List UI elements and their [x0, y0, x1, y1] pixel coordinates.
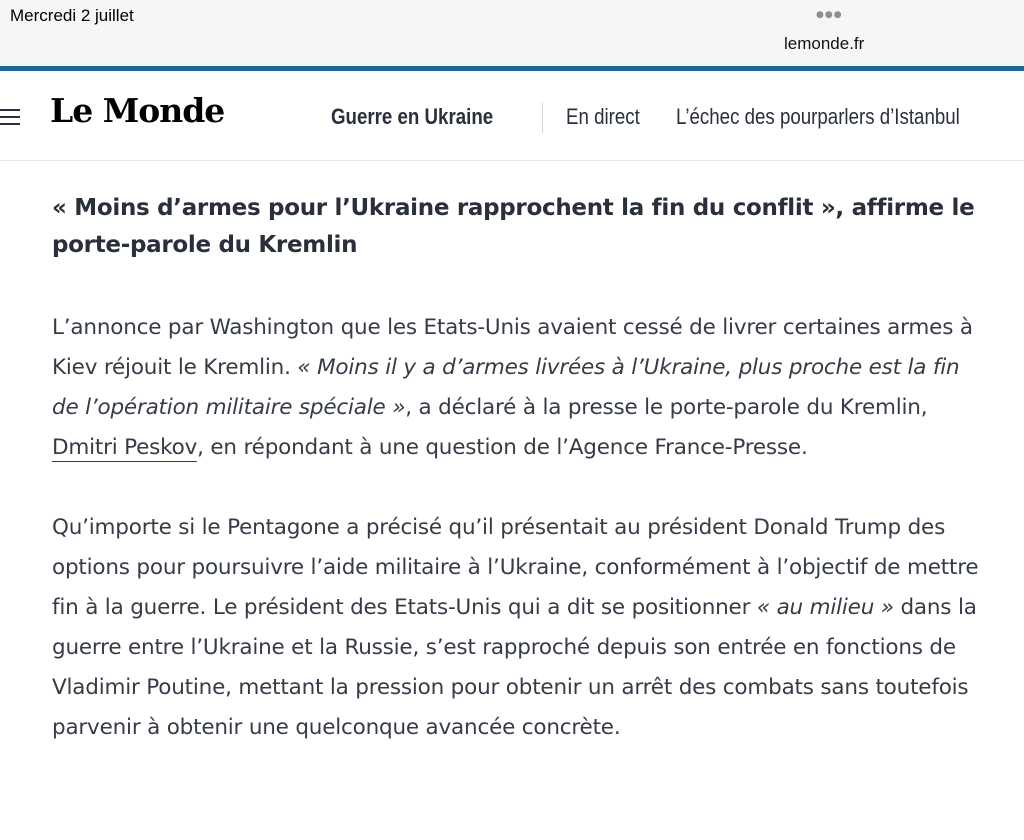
paragraph-2	[52, 508, 987, 748]
paragraph-text: Qu’importe si le Pentagone a précisé qu’il présentait au président Donald Trump des options pour poursuivre l’aide militaire à l’Ukraine, conformément à l’objectif de mettre fin à la guerre. Le président des Etats-Unis qui a dit se positionner	[52, 515, 979, 620]
paragraph-text: , en répondant à une question de l’Agence France-Presse.	[197, 435, 808, 460]
nav-rubric-link[interactable]: Guerre en Ukraine	[331, 104, 494, 129]
url-bar[interactable]: lemonde.fr	[784, 34, 865, 53]
status-date: Mercredi 2 juillet	[10, 6, 134, 25]
nav-topic-link[interactable]: L’échec des pourparlers d’Istanbul	[676, 104, 960, 129]
quote-text: « Moins il y a d’armes livrées à l’Ukraine, plus proche est la fin de l’opération militaire spéciale »	[52, 355, 960, 420]
paragraph-text: L’annonce par Washington que les Etats-Unis avaient cessé de livrer certaines armes à Kiev réjouit le Kremlin.	[52, 315, 973, 380]
hamburger-menu-icon[interactable]	[0, 109, 20, 125]
live-post	[52, 190, 987, 748]
more-dots-icon[interactable]: ●●●	[816, 10, 843, 20]
paragraph-text: , a déclaré à la presse le porte-parole du Kremlin,	[405, 395, 928, 420]
paragraph-1	[52, 308, 987, 468]
nav-divider	[542, 103, 543, 133]
peskov-link[interactable]: Dmitri Peskov	[52, 435, 198, 460]
site-logo[interactable]: Le Monde	[50, 91, 225, 130]
site-header	[0, 71, 1024, 161]
nav-live-link[interactable]: En direct	[566, 104, 640, 129]
post-title: « Moins d’armes pour l’Ukraine rapprochent la fin du conflit », affirme le porte-parole du Kremlin	[52, 195, 975, 258]
paragraph-text: dans la guerre entre l’Ukraine et la Russie, s’est rapproché depuis son entrée en fonctions de Vladimir Poutine, mettant la pression pour obtenir un arrêt des combats sans toutefois parvenir à obtenir une quelconque avancée concrète.	[52, 595, 977, 740]
status-bar	[0, 0, 1024, 66]
quote-text: « au milieu »	[756, 595, 894, 620]
